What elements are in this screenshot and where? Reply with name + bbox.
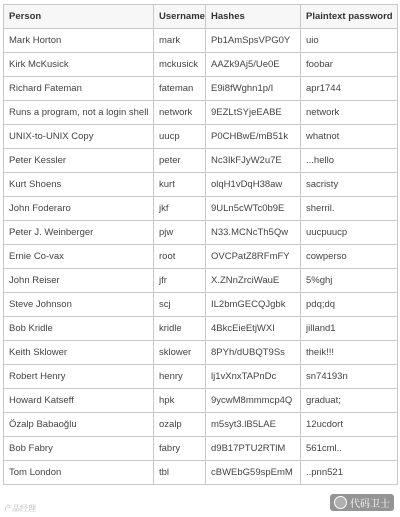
table-row — [4, 125, 398, 149]
cell-username: kridle — [154, 317, 206, 341]
table-row — [4, 461, 398, 485]
table-row — [4, 269, 398, 293]
cell-plaintext-password: foobar — [301, 53, 398, 77]
cell-person: Kurt Shoens — [4, 173, 154, 197]
cell-username: jfr — [154, 269, 206, 293]
cell-plaintext-password: apr1744 — [301, 77, 398, 101]
cell-hash: AAZk9Aj5/Ue0E — [206, 53, 301, 77]
cell-username: ozalp — [154, 413, 206, 437]
header-person: Person — [4, 5, 154, 29]
cell-username: pjw — [154, 221, 206, 245]
cell-plaintext-password: sherril. — [301, 197, 398, 221]
cell-person: Robert Henry — [4, 365, 154, 389]
header-row — [4, 5, 398, 29]
table-row — [4, 413, 398, 437]
cell-person: Runs a program, not a login shell — [4, 101, 154, 125]
table-row — [4, 197, 398, 221]
cell-username: network — [154, 101, 206, 125]
cell-hash: m5syt3.lB5LAE — [206, 413, 301, 437]
cell-username: henry — [154, 365, 206, 389]
watermark-left: 产品经理 — [4, 504, 36, 513]
cell-username: peter — [154, 149, 206, 173]
table-row — [4, 317, 398, 341]
cell-hash: X.ZNnZrciWauE — [206, 269, 301, 293]
cell-username: sklower — [154, 341, 206, 365]
cell-hash: 4BkcEieEtjWXI — [206, 317, 301, 341]
cell-hash: Nc3IkFJyW2u7E — [206, 149, 301, 173]
cell-person: John Reiser — [4, 269, 154, 293]
cell-hash: 9ycwM8mmmcp4Q — [206, 389, 301, 413]
table-row — [4, 53, 398, 77]
cell-username: tbl — [154, 461, 206, 485]
cell-hash: d9B17PTU2RTlM — [206, 437, 301, 461]
cell-plaintext-password: graduat; — [301, 389, 398, 413]
cell-plaintext-password: jilland1 — [301, 317, 398, 341]
header-plaintext-password: Plaintext password — [301, 5, 398, 29]
table-row — [4, 341, 398, 365]
cell-plaintext-password: uio — [301, 29, 398, 53]
table-row — [4, 29, 398, 53]
cell-person: Özalp Babaoğlu — [4, 413, 154, 437]
cell-person: Keith Sklower — [4, 341, 154, 365]
cell-plaintext-password: 12ucdort — [301, 413, 398, 437]
cell-hash: lj1vXnxTAPnDc — [206, 365, 301, 389]
table-row — [4, 365, 398, 389]
cell-username: uucp — [154, 125, 206, 149]
cell-plaintext-password: whatnot — [301, 125, 398, 149]
cell-person: Ernie Co-vax — [4, 245, 154, 269]
cell-plaintext-password: cowperso — [301, 245, 398, 269]
cell-username: kurt — [154, 173, 206, 197]
cell-hash: 9ULn5cWTc0b9E — [206, 197, 301, 221]
table-body — [4, 29, 398, 485]
cell-username: scj — [154, 293, 206, 317]
table-header — [4, 5, 398, 29]
cell-plaintext-password: pdq;dq — [301, 293, 398, 317]
table-row — [4, 149, 398, 173]
password-table — [3, 4, 398, 485]
header-hashes: Hashes — [206, 5, 301, 29]
cell-username: mckusick — [154, 53, 206, 77]
cell-hash: cBWEbG59spEmM — [206, 461, 301, 485]
cell-username: fabry — [154, 437, 206, 461]
cell-username: mark — [154, 29, 206, 53]
cell-plaintext-password: uucpuucp — [301, 221, 398, 245]
cell-person: Richard Fateman — [4, 77, 154, 101]
table-row — [4, 77, 398, 101]
cell-hash: N33.MCNcTh5Qw — [206, 221, 301, 245]
cell-hash: P0CHBwE/mB51k — [206, 125, 301, 149]
cell-hash: IL2bmGECQJgbk — [206, 293, 301, 317]
header-username: Username — [154, 5, 206, 29]
cell-person: Mark Horton — [4, 29, 154, 53]
cell-hash: 8PYh/dUBQT9Ss — [206, 341, 301, 365]
cell-person: John Foderaro — [4, 197, 154, 221]
table-row — [4, 173, 398, 197]
cell-person: Tom London — [4, 461, 154, 485]
cell-hash: olqH1vDqH38aw — [206, 173, 301, 197]
cell-username: root — [154, 245, 206, 269]
cell-hash: OVCPatZ8RFmFY — [206, 245, 301, 269]
cell-username: jkf — [154, 197, 206, 221]
cell-plaintext-password: sacristy — [301, 173, 398, 197]
cell-person: Bob Fabry — [4, 437, 154, 461]
cell-plaintext-password: 561cml.. — [301, 437, 398, 461]
table-row — [4, 221, 398, 245]
cell-person: Peter J. Weinberger — [4, 221, 154, 245]
cell-plaintext-password: ...hello — [301, 149, 398, 173]
table-row — [4, 437, 398, 461]
watermark-right-text: 代码卫士 — [350, 499, 390, 510]
table-row — [4, 101, 398, 125]
cell-username: fateman — [154, 77, 206, 101]
table-row — [4, 293, 398, 317]
watermark-badge — [330, 494, 394, 511]
shield-avatar-icon — [334, 496, 347, 509]
cell-hash: E9i8fWghn1p/I — [206, 77, 301, 101]
table-row — [4, 389, 398, 413]
cell-hash: Pb1AmSpsVPG0Y — [206, 29, 301, 53]
cell-person: Bob Kridle — [4, 317, 154, 341]
cell-person: Kirk McKusick — [4, 53, 154, 77]
cell-plaintext-password: sn74193n — [301, 365, 398, 389]
cell-username: hpk — [154, 389, 206, 413]
cell-person: Peter Kessler — [4, 149, 154, 173]
cell-plaintext-password: theik!!! — [301, 341, 398, 365]
table-row — [4, 245, 398, 269]
cell-person: Steve Johnson — [4, 293, 154, 317]
cell-person: UNIX-to-UNIX Copy — [4, 125, 154, 149]
cell-plaintext-password: network — [301, 101, 398, 125]
cell-hash: 9EZLtSYjeEABE — [206, 101, 301, 125]
cell-plaintext-password: ..pnn521 — [301, 461, 398, 485]
cell-plaintext-password: 5%ghj — [301, 269, 398, 293]
cell-person: Howard Katseff — [4, 389, 154, 413]
